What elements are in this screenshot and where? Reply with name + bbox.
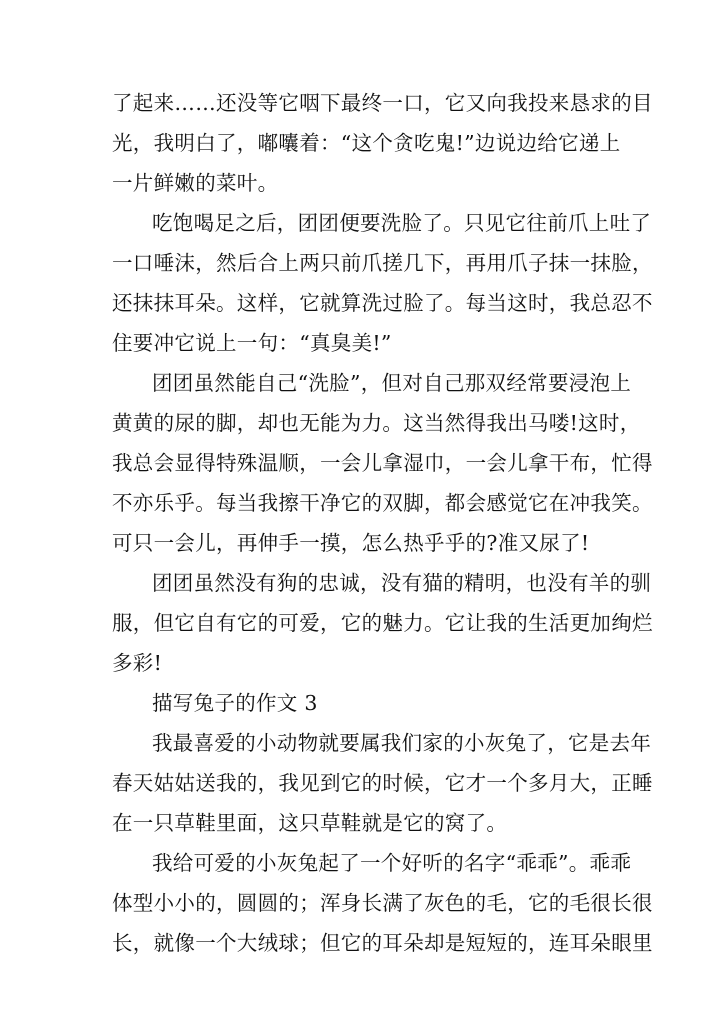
text-line: 我总会显得特殊温顺，一会儿拿湿巾，一会儿拿干布，忙得: [112, 451, 653, 475]
paragraph-first-line: 我给可爱的小灰兔起了一个好听的名字“乖乖”。乖乖: [152, 851, 632, 875]
paragraph-first-line: 吃饱喝足之后，团团便要洗脸了。只见它往前爪上吐了: [152, 211, 652, 235]
paragraph-first-line: 我最喜爱的小动物就要属我们家的小灰兔了，它是去年: [152, 731, 652, 755]
text-line: 一口唾沫，然后合上两只前爪搓几下，再用爪子抹一抹脸，: [112, 251, 653, 275]
text-line: 可只一会儿，再伸手一摸，怎么热乎乎的?准又尿了!: [112, 531, 590, 555]
section-heading: 描写兔子的作文 3: [152, 691, 318, 715]
document-body: [112, 83, 653, 963]
text-line: 不亦乐乎。每当我擦干净它的双脚，都会感觉它在冲我笑。: [112, 491, 653, 515]
text-line: 多彩!: [112, 651, 163, 675]
text-line: 在一只草鞋里面，这只草鞋就是它的窝了。: [112, 811, 508, 835]
text-line: 黄黄的尿的脚，却也无能为力。这当然得我出马喽!这时，: [112, 411, 641, 435]
text-line: 光，我明白了，嘟囔着：“这个贪吃鬼!”边说边给它递上: [112, 131, 621, 155]
paragraph-first-line: 团团虽然没有狗的忠诚，没有猫的精明，也没有羊的驯: [152, 571, 652, 595]
text-line: 服，但它自有它的可爱，它的魅力。它让我的生活更加绚烂: [112, 611, 653, 635]
text-line: 长，就像一个大绒球；但它的耳朵却是短短的，连耳朵眼里: [112, 931, 653, 955]
text-line: 春天姑姑送我的，我见到它的时候，它才一个多月大，正睡: [112, 771, 653, 795]
text-line: 了起来……还没等它咽下最终一口，它又向我投来恳求的目: [112, 91, 653, 115]
text-line: 体型小小的，圆圆的；浑身长满了灰色的毛，它的毛很长很: [112, 891, 653, 915]
text-line: 一片鲜嫩的菜叶。: [112, 171, 279, 195]
text-line: 住要冲它说上一句：“真臭美!”: [112, 331, 392, 355]
paragraph-first-line: 团团虽然能自己“洗脸”，但对自己那双经常要浸泡上: [152, 371, 632, 395]
text-line: 还抹抹耳朵。这样，它就算洗过脸了。每当这时，我总忍不: [112, 291, 653, 315]
